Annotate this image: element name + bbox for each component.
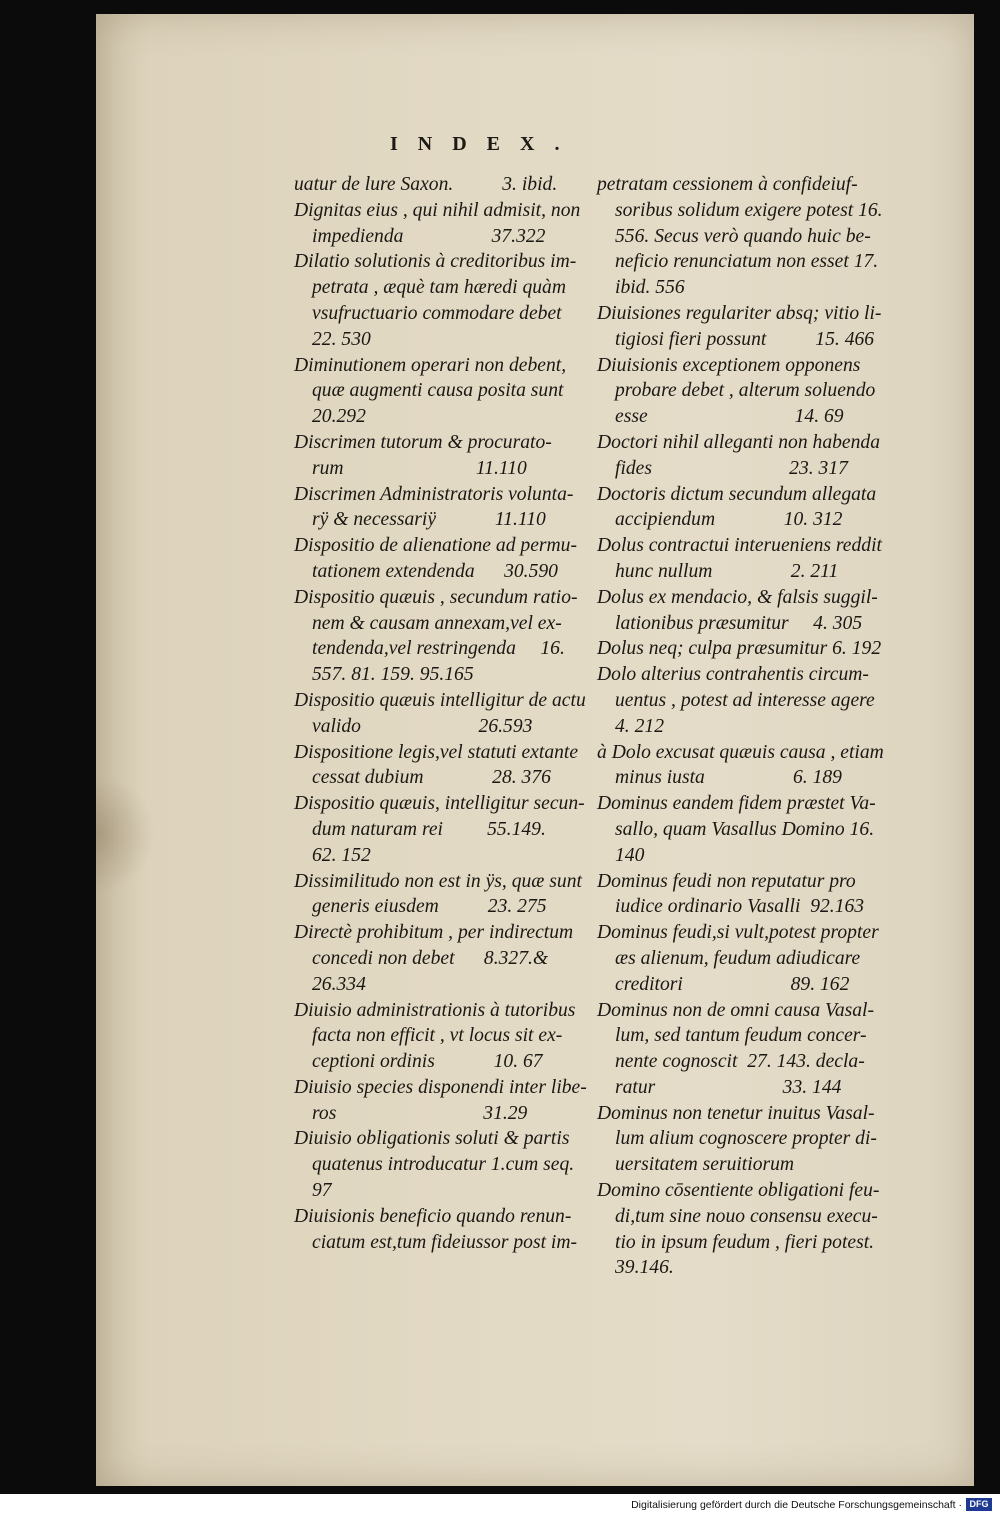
- index-entry: [597, 636, 909, 662]
- index-entry: [294, 920, 604, 997]
- index-entry-line: Dispositio quæuis , secundum ratio-: [294, 586, 578, 608]
- index-entry-line: cessat dubium 28. 376: [312, 767, 551, 789]
- index-entry-line: æs alienum, feudum adiudicare: [615, 947, 861, 969]
- index-entry-line: soribus solidum exigere potest 16.: [615, 199, 883, 221]
- index-entry-line: tationem extendenda 30.590: [312, 560, 558, 582]
- index-entry: [294, 740, 604, 792]
- index-entry-line: di,tum sine nouo consensu execu-: [615, 1205, 878, 1227]
- index-entry-line: uatur de lure Saxon. 3. ibid.: [294, 174, 558, 195]
- index-column-left: [294, 172, 604, 1255]
- index-entry: [597, 533, 909, 585]
- index-entry-line: lum, sed tantum feudum concer-: [615, 1025, 867, 1047]
- index-entry-line: rum 11.110: [312, 457, 527, 479]
- index-entry-line: 62. 152: [312, 844, 371, 866]
- index-entry: [294, 688, 604, 740]
- index-entry-line: impedienda 37.322: [312, 225, 546, 247]
- index-entry: [294, 869, 604, 921]
- index-entry: [597, 430, 909, 482]
- index-entry-line: Dispositio quæuis intelligitur de actu: [294, 689, 586, 711]
- index-entry-line: Directè prohibitum , per indirectum: [294, 922, 574, 944]
- index-entry-line: Diuisio obligationis soluti & partis: [294, 1128, 570, 1150]
- index-entry-line: 26.334: [312, 973, 366, 995]
- index-entry-line: Dominus feudi non reputatur pro: [597, 870, 856, 892]
- index-entry: [294, 998, 604, 1075]
- index-entry-line: tigiosi fieri possunt 15. 466: [615, 328, 875, 350]
- index-entry-line: accipiendum 10. 312: [615, 509, 843, 531]
- index-entry-line: facta non efficit , vt locus sit ex-: [312, 1025, 563, 1047]
- index-entry-line: Diuisio species disponendi inter libe-: [294, 1076, 587, 1098]
- index-entry-line: lum alium cognoscere propter di-: [615, 1128, 877, 1150]
- index-entry-line: Diuisio administrationis à tutoribus: [294, 999, 576, 1021]
- index-entry-line: 140: [615, 844, 645, 866]
- index-entry: [294, 353, 604, 430]
- index-entry-line: 39.146.: [615, 1257, 674, 1279]
- index-entry-line: nente cognoscit 27. 143. decla-: [615, 1051, 865, 1073]
- index-entry: [294, 1075, 604, 1127]
- index-entry-line: 4. 212: [615, 715, 664, 737]
- index-entry: [597, 353, 909, 430]
- index-entry: [294, 791, 604, 868]
- funding-notice: Digitalisierung gefördert durch die Deutsche Forschungsgemeinschaft ·: [631, 1499, 962, 1511]
- index-entry: [294, 482, 604, 534]
- index-entry: [597, 869, 909, 921]
- index-entry-line: Dominus non tenetur inuitus Vasal-: [597, 1102, 875, 1124]
- page-stain: [96, 774, 156, 894]
- index-entry-line: Dolus ex mendacio, & falsis suggil-: [597, 586, 878, 608]
- index-entry: [597, 740, 909, 792]
- index-entry: [597, 1101, 909, 1178]
- running-header: INDEX.: [390, 133, 580, 155]
- digitization-footer: [0, 1494, 1000, 1516]
- index-entry: [294, 198, 604, 250]
- index-entry-line: sallo, quam Vasallus Domino 16.: [615, 818, 875, 840]
- index-entry: [597, 1178, 909, 1281]
- index-entry-line: Dolo alterius contrahentis circum-: [597, 664, 869, 686]
- index-entry-line: Diuisionis exceptionem opponens: [597, 354, 861, 376]
- index-entry-line: quæ augmenti causa posita sunt: [312, 380, 564, 402]
- index-entry-line: Dominus non de omni causa Vasal-: [597, 999, 875, 1021]
- index-entry-line: valido 26.593: [312, 715, 533, 737]
- index-entry: [294, 430, 604, 482]
- index-entry-line: concedi non debet 8.327.&: [312, 947, 549, 969]
- index-entry-line: 557. 81. 159. 95.165: [312, 664, 474, 686]
- index-column-right: [597, 172, 909, 1281]
- index-entry: [597, 662, 909, 739]
- index-entry-line: vsufructuario commodare debet: [312, 302, 562, 324]
- index-entry-line: Dolus contractui interueniens reddit: [597, 535, 882, 557]
- index-entry-line: uentus , potest ad interesse agere: [615, 689, 875, 711]
- index-entry-line: Diuisiones regulariter absq; vitio li-: [597, 302, 882, 324]
- index-entry-line: 22. 530: [312, 328, 371, 350]
- index-entry-line: Dominus eandem fidem præstet Va-: [597, 793, 876, 815]
- index-entry-line: Dilatio solutionis à creditoribus im-: [294, 251, 577, 273]
- index-entry-line: probare debet , alterum soluendo: [615, 380, 876, 402]
- index-entry-line: hunc nullum 2. 211: [615, 560, 839, 582]
- index-entry-line: rÿ & necessariÿ 11.110: [312, 509, 546, 531]
- index-entry-line: ratur 33. 144: [615, 1076, 842, 1098]
- index-entry-line: esse 14. 69: [615, 406, 844, 428]
- index-entry-line: Discrimen Administratoris volunta-: [294, 483, 574, 505]
- index-entry-line: ceptioni ordinis 10. 67: [312, 1051, 543, 1073]
- index-entry-line: Dissimilitudo non est in ÿs, quæ sunt: [294, 870, 582, 892]
- index-entry-line: nem & causam annexam,vel ex-: [312, 612, 562, 634]
- index-entry-line: Diuisionis beneficio quando renun-: [294, 1205, 572, 1227]
- index-entry-line: iudice ordinario Vasalli 92.163: [615, 896, 865, 918]
- index-entry-line: à Dolo excusat quæuis causa , etiam: [597, 741, 884, 763]
- index-entry: [597, 172, 909, 301]
- index-entry: [597, 998, 909, 1101]
- index-entry-line: Discrimen tutorum & procurato-: [294, 431, 552, 453]
- index-entry: [597, 920, 909, 997]
- index-entry: [294, 533, 604, 585]
- index-entry: [294, 172, 604, 198]
- index-entry-line: Dispositio quæuis, intelligitur secun-: [294, 793, 585, 815]
- index-entry-line: tendenda,vel restringenda 16.: [312, 638, 565, 660]
- index-entry-line: lationibus præsumitur 4. 305: [615, 612, 863, 634]
- index-entry: [294, 1126, 604, 1203]
- index-entry-line: uersitatem seruitiorum: [615, 1154, 795, 1176]
- index-entry-line: petrata , æquè tam hæredi quàm: [312, 277, 566, 299]
- index-entry-line: Dominus feudi,si vult,potest propter: [597, 922, 879, 944]
- index-entry-line: generis eiusdem 23. 275: [312, 896, 547, 918]
- index-entry-line: Dispositio de alienatione ad permu-: [294, 535, 577, 557]
- index-entry-line: Dispositione legis,vel statuti extante: [294, 741, 579, 763]
- index-entry-line: quatenus introducatur 1.cum seq.: [312, 1154, 575, 1176]
- index-entry: [597, 482, 909, 534]
- index-entry-line: Dolus neq; culpa præsumitur 6. 192: [597, 638, 882, 660]
- index-entry-line: dum naturam rei 55.149.: [312, 818, 546, 840]
- index-entry-line: neficio renunciatum non esset 17.: [615, 251, 879, 273]
- index-entry-line: Doctoris dictum secundum allegata: [597, 483, 877, 505]
- index-entry-line: 20.292: [312, 406, 366, 428]
- index-entry: [294, 585, 604, 688]
- index-entry: [597, 585, 909, 637]
- index-entry-line: creditori 89. 162: [615, 973, 850, 995]
- index-entry-line: ros 31.29: [312, 1102, 528, 1124]
- index-entry-line: 556. Secus verò quando huic be-: [615, 225, 871, 247]
- index-entry: [597, 791, 909, 868]
- dfg-logo: DFG: [966, 1498, 992, 1511]
- index-entry-line: petratam cessionem à confideiuf-: [597, 174, 858, 195]
- index-entry: [597, 301, 909, 353]
- index-entry-line: Diminutionem operari non debent,: [294, 354, 567, 376]
- index-entry-line: Domino cōsentiente obligationi feu-: [597, 1180, 880, 1202]
- index-entry-line: ciatum est,tum fideiussor post im-: [312, 1231, 578, 1253]
- index-entry-line: ibid. 556: [615, 277, 685, 299]
- index-entry-line: Doctori nihil alleganti non habenda: [597, 431, 880, 453]
- index-entry-line: 97: [312, 1180, 332, 1202]
- index-entry: [294, 1204, 604, 1256]
- index-entry: [294, 249, 604, 352]
- index-entry-line: Dignitas eius , qui nihil admisit, non: [294, 199, 581, 221]
- index-entry-line: minus iusta 6. 189: [615, 767, 842, 789]
- index-entry-line: tio in ipsum feudum , fieri potest.: [615, 1231, 875, 1253]
- index-entry-line: fides 23. 317: [615, 457, 848, 479]
